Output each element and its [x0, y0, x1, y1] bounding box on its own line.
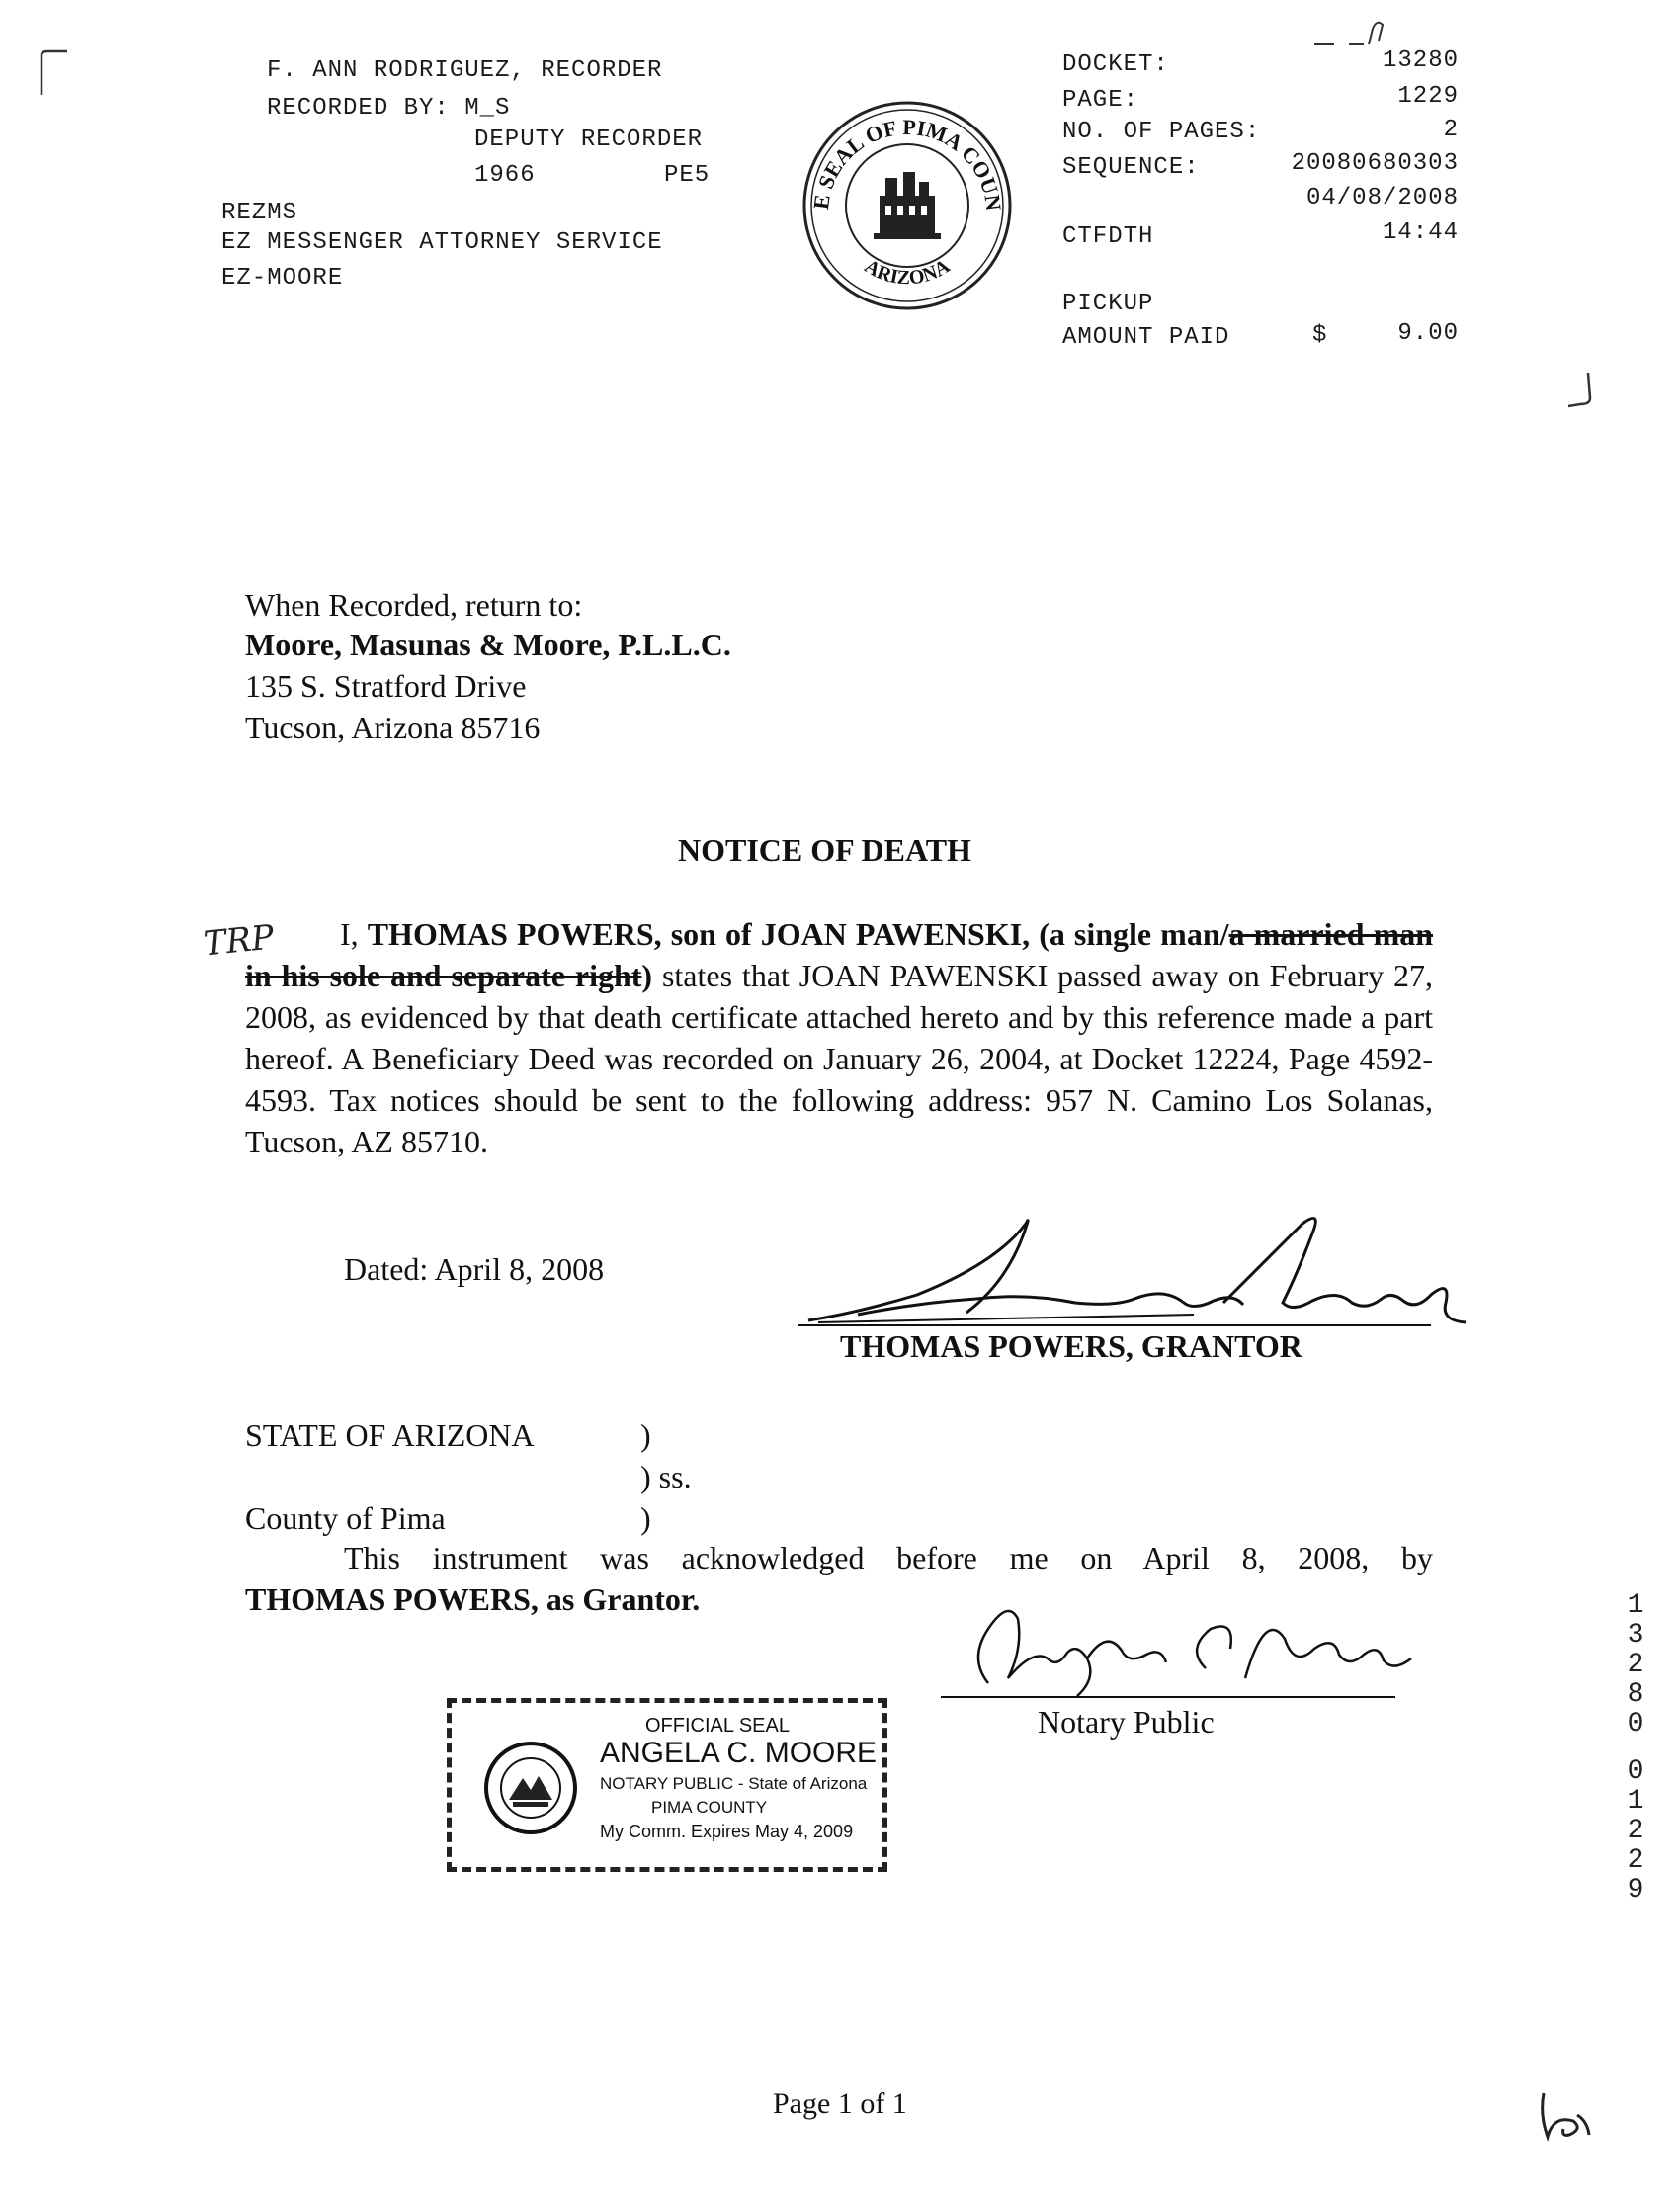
notary-signature-line — [941, 1696, 1395, 1698]
venue-paren-3: ) — [640, 1500, 651, 1536]
svg-text:ARIZONA — [861, 255, 954, 289]
sequence-label: SEQUENCE: — [1062, 154, 1200, 181]
notary-caption: Notary Public — [1038, 1704, 1215, 1740]
venue-paren-1: ) — [640, 1417, 651, 1453]
body-close-paren: ) — [641, 958, 653, 993]
recorder-code-2: PE5 — [664, 162, 711, 189]
recorded-by: RECORDED BY: M_S — [267, 95, 511, 122]
body-struck-text: a married man in his sole and separate right — [245, 916, 1434, 993]
seal-bottom-text: ARIZONA — [860, 255, 955, 290]
record-time: 14:44 — [1382, 219, 1459, 246]
currency-symbol: $ — [1312, 322, 1328, 349]
handwritten-initials: TRP — [202, 917, 277, 965]
pages-value: 2 — [1443, 117, 1459, 143]
notary-stamp — [447, 1698, 887, 1872]
recorder-name: F. ANN RODRIGUEZ, RECORDER — [267, 57, 663, 84]
grantor-caption: THOMAS POWERS, GRANTOR — [840, 1328, 1302, 1364]
amount-paid-label: AMOUNT PAID — [1062, 324, 1230, 351]
page-footer: Page 1 of 1 — [773, 2087, 907, 2120]
deputy-recorder: DEPUTY RECORDER — [474, 127, 704, 153]
page-label: PAGE: — [1062, 87, 1139, 114]
margin-digits: 1 3 2 8 0 0 1 2 2 9 — [1627, 1590, 1644, 1906]
grantor-signature-line — [798, 1324, 1431, 1326]
venue-state: STATE OF ARIZONA — [245, 1417, 535, 1453]
margin-docket-number — [1621, 1591, 1650, 1906]
body-grantor: THOMAS POWERS, son of JOAN PAWENSKI, (a single man/ — [367, 916, 1229, 952]
stamp-line-3: My Comm. Expires May 4, 2009 — [600, 1822, 854, 1841]
arizona-state-seal — [483, 1741, 578, 1835]
return-firm: Moore, Masunas & Moore, P.L.L.C. — [245, 627, 731, 662]
document-title: NOTICE OF DEATH — [678, 832, 971, 868]
agent-code: REZMS — [221, 200, 298, 226]
acknowledgment-text: This instrument was acknowledged before me on April 8, 2008, by — [344, 1540, 1433, 1575]
return-city: Tucson, Arizona 85716 — [245, 710, 541, 745]
docket-value: 13280 — [1382, 47, 1459, 74]
acknowledgment-by: THOMAS POWERS, as Grantor. — [245, 1581, 701, 1617]
seal-top-text: THE SEAL OF PIMA COUNTY — [790, 77, 1007, 212]
recorder-code-1: 1966 — [474, 162, 536, 189]
body-rest: states that JOAN PAWENSKI passed away on February 27, 2008, as evidenced by that death certificate attached hereto and by this reference made a part hereof. A Beneficiary Deed was recorded on January 26, 2004, at Docket 12224, Page 4592-4593. Tax notices should be sent to the following address: 957 N. Camino Los Solanas, Tucson, AZ 85710. — [245, 958, 1434, 1159]
stamp-line-1: NOTARY PUBLIC - State of Arizona — [600, 1774, 868, 1793]
record-date: 04/08/2008 — [1305, 185, 1459, 212]
stamp-name: ANGELA C. MOORE — [600, 1737, 878, 1769]
stamp-title: OFFICIAL SEAL — [645, 1715, 790, 1737]
return-street: 135 S. Stratford Drive — [245, 668, 527, 704]
doc-code-label: CTFDTH — [1062, 223, 1154, 250]
scan-corner-mark-right — [1566, 371, 1596, 420]
notary-signature — [949, 1589, 1413, 1698]
dated-line: Dated: April 8, 2008 — [344, 1251, 605, 1287]
agent-contact: EZ-MOORE — [221, 265, 344, 292]
amount-paid-value: 9.00 — [1397, 320, 1459, 347]
stamp-line-2: PIMA COUNTY — [651, 1798, 768, 1817]
venue-county: County of Pima — [245, 1500, 446, 1536]
grantor-signature — [798, 1204, 1470, 1332]
agent-name: EZ MESSENGER ATTORNEY SERVICE — [221, 229, 663, 256]
return-instruction: When Recorded, return to: — [245, 587, 583, 623]
page-value: 1229 — [1397, 83, 1459, 110]
sequence-value: 20080680303 — [1291, 150, 1459, 177]
pickup-label: PICKUP — [1062, 291, 1154, 317]
venue-ss: ) ss. — [640, 1459, 692, 1494]
scan-corner-mark — [40, 49, 79, 99]
notice-body — [245, 913, 1433, 1162]
body-intro: I, — [340, 916, 368, 952]
pages-label: NO. OF PAGES: — [1062, 119, 1261, 145]
docket-label: DOCKET: — [1062, 51, 1169, 78]
handwritten-page-mark — [1534, 2085, 1593, 2145]
pima-county-seal — [790, 77, 1016, 314]
